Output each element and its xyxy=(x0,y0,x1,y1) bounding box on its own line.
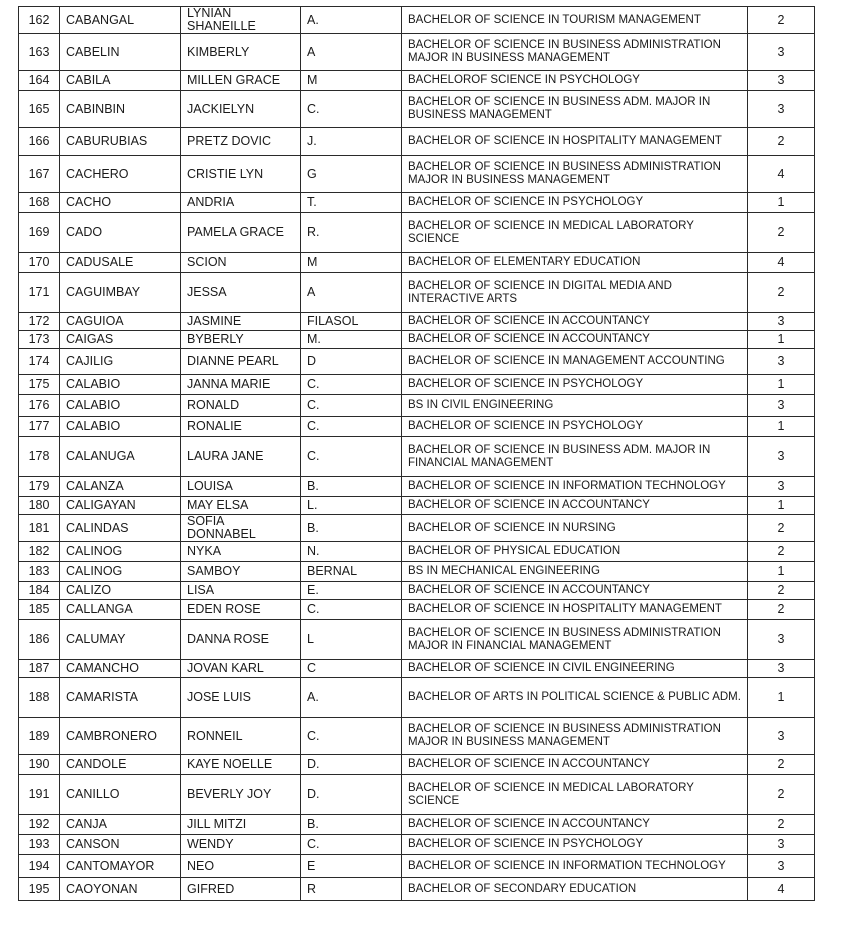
last-name-cell: CAOYONAN xyxy=(60,878,181,901)
row-number-cell: 187 xyxy=(19,660,60,678)
row-number-cell: 174 xyxy=(19,349,60,375)
year-level-cell: 2 xyxy=(748,600,815,620)
row-number-cell: 195 xyxy=(19,878,60,901)
year-level-cell: 1 xyxy=(748,331,815,349)
middle-initial-cell: L. xyxy=(301,497,402,515)
last-name-cell: CALINDAS xyxy=(60,515,181,542)
year-level-cell: 1 xyxy=(748,193,815,213)
middle-initial-cell: A xyxy=(301,34,402,71)
year-level-cell: 2 xyxy=(748,775,815,815)
last-name-cell: CAIGAS xyxy=(60,331,181,349)
last-name-cell: CALABIO xyxy=(60,417,181,437)
table-row xyxy=(19,213,815,253)
middle-initial-cell: M xyxy=(301,71,402,91)
row-number-cell: 185 xyxy=(19,600,60,620)
year-level-cell: 3 xyxy=(748,718,815,755)
row-number-cell: 169 xyxy=(19,213,60,253)
row-number-cell: 193 xyxy=(19,835,60,855)
table-row xyxy=(19,313,815,331)
row-number-cell: 172 xyxy=(19,313,60,331)
course-cell: BACHELOR OF SCIENCE IN MEDICAL LABORATORY SCIENCE xyxy=(402,213,748,253)
middle-initial-cell: C. xyxy=(301,395,402,417)
last-name-cell: CABANGAL xyxy=(60,7,181,34)
table-row xyxy=(19,835,815,855)
table-row xyxy=(19,34,815,71)
table-row xyxy=(19,600,815,620)
first-name-cell: LISA xyxy=(181,582,301,600)
course-cell: BACHELOR OF SCIENCE IN PSYCHOLOGY xyxy=(402,375,748,395)
course-cell: BACHELOR OF SCIENCE IN BUSINESS ADMINISTRATION MAJOR IN BUSINESS MANAGEMENT xyxy=(402,34,748,71)
course-cell: BACHELOR OF SCIENCE IN BUSINESS ADMINISTRATION MAJOR IN BUSINESS MANAGEMENT xyxy=(402,718,748,755)
first-name-cell: LAURA JANE xyxy=(181,437,301,477)
table-row xyxy=(19,562,815,582)
year-level-cell: 3 xyxy=(748,71,815,91)
last-name-cell: CADO xyxy=(60,213,181,253)
middle-initial-cell: D xyxy=(301,349,402,375)
table-row xyxy=(19,718,815,755)
first-name-cell: JASMINE xyxy=(181,313,301,331)
course-cell: BACHELOR OF SCIENCE IN ACCOUNTANCY xyxy=(402,815,748,835)
last-name-cell: CABINBIN xyxy=(60,91,181,128)
first-name-cell: JACKIELYN xyxy=(181,91,301,128)
first-name-cell: JESSA xyxy=(181,273,301,313)
first-name-cell: KAYE NOELLE xyxy=(181,755,301,775)
year-level-cell: 2 xyxy=(748,273,815,313)
middle-initial-cell: G xyxy=(301,156,402,193)
year-level-cell: 3 xyxy=(748,620,815,660)
table-row xyxy=(19,331,815,349)
course-cell: BACHELOR OF SCIENCE IN CIVIL ENGINEERING xyxy=(402,660,748,678)
first-name-cell: JILL MITZI xyxy=(181,815,301,835)
course-cell: BACHELOR OF SCIENCE IN PSYCHOLOGY xyxy=(402,835,748,855)
year-level-cell: 2 xyxy=(748,7,815,34)
table-row xyxy=(19,497,815,515)
first-name-cell: KIMBERLY xyxy=(181,34,301,71)
table-row xyxy=(19,878,815,901)
row-number-cell: 167 xyxy=(19,156,60,193)
first-name-cell: PAMELA GRACE xyxy=(181,213,301,253)
first-name-cell: RONALIE xyxy=(181,417,301,437)
middle-initial-cell: B. xyxy=(301,815,402,835)
first-name-cell: EDEN ROSE xyxy=(181,600,301,620)
row-number-cell: 176 xyxy=(19,395,60,417)
first-name-cell: WENDY xyxy=(181,835,301,855)
first-name-cell: CRISTIE LYN xyxy=(181,156,301,193)
year-level-cell: 2 xyxy=(748,128,815,156)
first-name-cell: LYNIAN SHANEILLE xyxy=(181,7,301,34)
last-name-cell: CACHO xyxy=(60,193,181,213)
first-name-cell: JOVAN KARL xyxy=(181,660,301,678)
row-number-cell: 180 xyxy=(19,497,60,515)
last-name-cell: CABILA xyxy=(60,71,181,91)
grantee-list-table xyxy=(18,6,815,901)
table-row xyxy=(19,128,815,156)
course-cell: BACHELOR OF SCIENCE IN PSYCHOLOGY xyxy=(402,417,748,437)
first-name-cell: GIFRED xyxy=(181,878,301,901)
course-cell: BS IN MECHANICAL ENGINEERING xyxy=(402,562,748,582)
first-name-cell: SCION xyxy=(181,253,301,273)
last-name-cell: CALIGAYAN xyxy=(60,497,181,515)
course-cell: BACHELOR OF SCIENCE IN ACCOUNTANCY xyxy=(402,313,748,331)
middle-initial-cell: M. xyxy=(301,331,402,349)
row-number-cell: 178 xyxy=(19,437,60,477)
row-number-cell: 181 xyxy=(19,515,60,542)
first-name-cell: JOSE LUIS xyxy=(181,678,301,718)
table-row xyxy=(19,375,815,395)
last-name-cell: CAMARISTA xyxy=(60,678,181,718)
first-name-cell: SOFIA DONNABEL xyxy=(181,515,301,542)
year-level-cell: 2 xyxy=(748,582,815,600)
table-row xyxy=(19,7,815,34)
course-cell: BACHELOR OF SCIENCE IN BUSINESS ADM. MAJOR IN BUSINESS MANAGEMENT xyxy=(402,91,748,128)
table-row xyxy=(19,193,815,213)
middle-initial-cell: C. xyxy=(301,375,402,395)
middle-initial-cell: R. xyxy=(301,213,402,253)
table-row xyxy=(19,273,815,313)
year-level-cell: 3 xyxy=(748,349,815,375)
last-name-cell: CAGUIMBAY xyxy=(60,273,181,313)
course-cell: BACHELOR OF SCIENCE IN MANAGEMENT ACCOUNTING xyxy=(402,349,748,375)
course-cell: BACHELOR OF ELEMENTARY EDUCATION xyxy=(402,253,748,273)
last-name-cell: CAMBRONERO xyxy=(60,718,181,755)
row-number-cell: 183 xyxy=(19,562,60,582)
middle-initial-cell: C. xyxy=(301,91,402,128)
first-name-cell: MILLEN GRACE xyxy=(181,71,301,91)
year-level-cell: 1 xyxy=(748,375,815,395)
last-name-cell: CACHERO xyxy=(60,156,181,193)
first-name-cell: RONALD xyxy=(181,395,301,417)
year-level-cell: 4 xyxy=(748,156,815,193)
course-cell: BACHELOR OF SCIENCE IN HOSPITALITY MANAGEMENT xyxy=(402,600,748,620)
row-number-cell: 188 xyxy=(19,678,60,718)
row-number-cell: 163 xyxy=(19,34,60,71)
middle-initial-cell: A. xyxy=(301,678,402,718)
last-name-cell: CABELIN xyxy=(60,34,181,71)
middle-initial-cell: D. xyxy=(301,755,402,775)
first-name-cell: DANNA ROSE xyxy=(181,620,301,660)
middle-initial-cell: C. xyxy=(301,835,402,855)
middle-initial-cell: M xyxy=(301,253,402,273)
middle-initial-cell: T. xyxy=(301,193,402,213)
middle-initial-cell: R xyxy=(301,878,402,901)
last-name-cell: CADUSALE xyxy=(60,253,181,273)
last-name-cell: CALINOG xyxy=(60,542,181,562)
course-cell: BACHELOR OF SCIENCE IN HOSPITALITY MANAGEMENT xyxy=(402,128,748,156)
table-row xyxy=(19,855,815,878)
table-row xyxy=(19,253,815,273)
middle-initial-cell: B. xyxy=(301,477,402,497)
row-number-cell: 189 xyxy=(19,718,60,755)
year-level-cell: 4 xyxy=(748,253,815,273)
last-name-cell: CALINOG xyxy=(60,562,181,582)
year-level-cell: 3 xyxy=(748,660,815,678)
row-number-cell: 166 xyxy=(19,128,60,156)
table-row xyxy=(19,477,815,497)
middle-initial-cell: FILASOL xyxy=(301,313,402,331)
last-name-cell: CALANUGA xyxy=(60,437,181,477)
first-name-cell: NYKA xyxy=(181,542,301,562)
course-cell: BACHELOR OF SCIENCE IN BUSINESS ADMINISTRATION MAJOR IN FINANCIAL MANAGEMENT xyxy=(402,620,748,660)
table-row xyxy=(19,156,815,193)
middle-initial-cell: L xyxy=(301,620,402,660)
row-number-cell: 186 xyxy=(19,620,60,660)
course-cell: BACHELOR OF SCIENCE IN BUSINESS ADMINISTRATION MAJOR IN BUSINESS MANAGEMENT xyxy=(402,156,748,193)
course-cell: BACHELOR OF SCIENCE IN ACCOUNTANCY xyxy=(402,497,748,515)
middle-initial-cell: J. xyxy=(301,128,402,156)
last-name-cell: CALIZO xyxy=(60,582,181,600)
row-number-cell: 179 xyxy=(19,477,60,497)
year-level-cell: 1 xyxy=(748,417,815,437)
course-cell: BACHELOR OF SCIENCE IN INFORMATION TECHNOLOGY xyxy=(402,855,748,878)
course-cell: BACHELOROF SCIENCE IN PSYCHOLOGY xyxy=(402,71,748,91)
middle-initial-cell: C. xyxy=(301,600,402,620)
course-cell: BACHELOR OF SCIENCE IN NURSING xyxy=(402,515,748,542)
row-number-cell: 194 xyxy=(19,855,60,878)
table-row xyxy=(19,678,815,718)
table-row xyxy=(19,542,815,562)
table-row xyxy=(19,515,815,542)
row-number-cell: 184 xyxy=(19,582,60,600)
last-name-cell: CALABIO xyxy=(60,375,181,395)
last-name-cell: CALANZA xyxy=(60,477,181,497)
table-row xyxy=(19,815,815,835)
table-row xyxy=(19,620,815,660)
first-name-cell: JANNA MARIE xyxy=(181,375,301,395)
last-name-cell: CALLANGA xyxy=(60,600,181,620)
course-cell: BACHELOR OF SCIENCE IN ACCOUNTANCY xyxy=(402,582,748,600)
middle-initial-cell: D. xyxy=(301,775,402,815)
row-number-cell: 168 xyxy=(19,193,60,213)
middle-initial-cell: C. xyxy=(301,718,402,755)
course-cell: BACHELOR OF ARTS IN POLITICAL SCIENCE & PUBLIC ADM. xyxy=(402,678,748,718)
first-name-cell: RONNEIL xyxy=(181,718,301,755)
middle-initial-cell: C xyxy=(301,660,402,678)
last-name-cell: CALUMAY xyxy=(60,620,181,660)
course-cell: BACHELOR OF SCIENCE IN ACCOUNTANCY xyxy=(402,331,748,349)
row-number-cell: 165 xyxy=(19,91,60,128)
course-cell: BACHELOR OF PHYSICAL EDUCATION xyxy=(402,542,748,562)
year-level-cell: 3 xyxy=(748,395,815,417)
course-cell: BACHELOR OF SCIENCE IN ACCOUNTANCY xyxy=(402,755,748,775)
row-number-cell: 171 xyxy=(19,273,60,313)
course-cell: BS IN CIVIL ENGINEERING xyxy=(402,395,748,417)
course-cell: BACHELOR OF SCIENCE IN INFORMATION TECHNOLOGY xyxy=(402,477,748,497)
year-level-cell: 1 xyxy=(748,562,815,582)
middle-initial-cell: N. xyxy=(301,542,402,562)
last-name-cell: CANILLO xyxy=(60,775,181,815)
middle-initial-cell: C. xyxy=(301,417,402,437)
row-number-cell: 177 xyxy=(19,417,60,437)
year-level-cell: 4 xyxy=(748,878,815,901)
year-level-cell: 3 xyxy=(748,855,815,878)
year-level-cell: 3 xyxy=(748,835,815,855)
year-level-cell: 3 xyxy=(748,34,815,71)
year-level-cell: 2 xyxy=(748,755,815,775)
first-name-cell: ANDRIA xyxy=(181,193,301,213)
middle-initial-cell: A. xyxy=(301,7,402,34)
last-name-cell: CANDOLE xyxy=(60,755,181,775)
row-number-cell: 192 xyxy=(19,815,60,835)
course-cell: BACHELOR OF SCIENCE IN PSYCHOLOGY xyxy=(402,193,748,213)
table-row xyxy=(19,582,815,600)
year-level-cell: 2 xyxy=(748,515,815,542)
table-row xyxy=(19,775,815,815)
last-name-cell: CAGUIOA xyxy=(60,313,181,331)
row-number-cell: 164 xyxy=(19,71,60,91)
row-number-cell: 175 xyxy=(19,375,60,395)
middle-initial-cell: B. xyxy=(301,515,402,542)
last-name-cell: CANTOMAYOR xyxy=(60,855,181,878)
table-body xyxy=(19,7,815,901)
last-name-cell: CALABIO xyxy=(60,395,181,417)
year-level-cell: 3 xyxy=(748,313,815,331)
year-level-cell: 3 xyxy=(748,477,815,497)
year-level-cell: 2 xyxy=(748,542,815,562)
year-level-cell: 2 xyxy=(748,815,815,835)
last-name-cell: CANJA xyxy=(60,815,181,835)
row-number-cell: 162 xyxy=(19,7,60,34)
last-name-cell: CANSON xyxy=(60,835,181,855)
first-name-cell: NEO xyxy=(181,855,301,878)
last-name-cell: CABURUBIAS xyxy=(60,128,181,156)
table-row xyxy=(19,395,815,417)
table-row xyxy=(19,417,815,437)
row-number-cell: 191 xyxy=(19,775,60,815)
course-cell: BACHELOR OF SCIENCE IN BUSINESS ADM. MAJOR IN FINANCIAL MANAGEMENT xyxy=(402,437,748,477)
table-row xyxy=(19,755,815,775)
first-name-cell: MAY ELSA xyxy=(181,497,301,515)
year-level-cell: 3 xyxy=(748,91,815,128)
table-row xyxy=(19,660,815,678)
first-name-cell: SAMBOY xyxy=(181,562,301,582)
first-name-cell: DIANNE PEARL xyxy=(181,349,301,375)
middle-initial-cell: C. xyxy=(301,437,402,477)
course-cell: BACHELOR OF SECONDARY EDUCATION xyxy=(402,878,748,901)
course-cell: BACHELOR OF SCIENCE IN MEDICAL LABORATORY SCIENCE xyxy=(402,775,748,815)
middle-initial-cell: E. xyxy=(301,582,402,600)
first-name-cell: PRETZ DOVIC xyxy=(181,128,301,156)
table-row xyxy=(19,437,815,477)
table-row xyxy=(19,349,815,375)
middle-initial-cell: E xyxy=(301,855,402,878)
course-cell: BACHELOR OF SCIENCE IN TOURISM MANAGEMENT xyxy=(402,7,748,34)
first-name-cell: BYBERLY xyxy=(181,331,301,349)
year-level-cell: 3 xyxy=(748,437,815,477)
first-name-cell: LOUISA xyxy=(181,477,301,497)
table-row xyxy=(19,91,815,128)
year-level-cell: 1 xyxy=(748,678,815,718)
course-cell: BACHELOR OF SCIENCE IN DIGITAL MEDIA AND INTERACTIVE ARTS xyxy=(402,273,748,313)
table-row xyxy=(19,71,815,91)
first-name-cell: BEVERLY JOY xyxy=(181,775,301,815)
row-number-cell: 190 xyxy=(19,755,60,775)
row-number-cell: 173 xyxy=(19,331,60,349)
row-number-cell: 170 xyxy=(19,253,60,273)
middle-initial-cell: A xyxy=(301,273,402,313)
last-name-cell: CAJILIG xyxy=(60,349,181,375)
middle-initial-cell: BERNAL xyxy=(301,562,402,582)
last-name-cell: CAMANCHO xyxy=(60,660,181,678)
year-level-cell: 1 xyxy=(748,497,815,515)
row-number-cell: 182 xyxy=(19,542,60,562)
year-level-cell: 2 xyxy=(748,213,815,253)
